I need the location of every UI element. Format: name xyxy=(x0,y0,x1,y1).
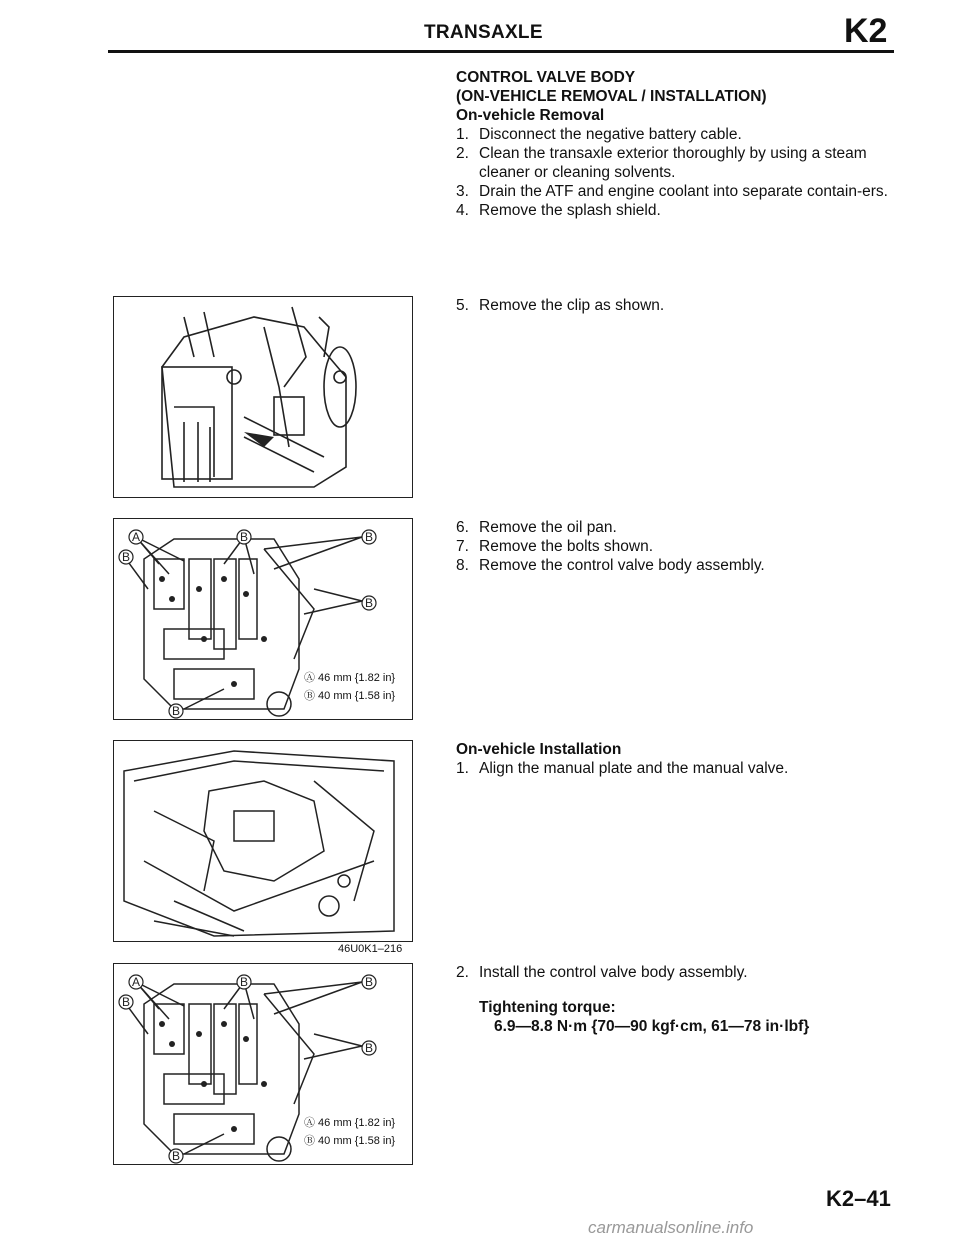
step-item xyxy=(456,125,906,144)
svg-text:B: B xyxy=(122,550,131,564)
step-item xyxy=(456,296,896,315)
svg-text:A: A xyxy=(132,530,141,544)
svg-text:B: B xyxy=(365,596,374,610)
step-number: 2. xyxy=(456,145,469,162)
figure-bolt-locations xyxy=(113,518,413,720)
step-number: 4. xyxy=(456,202,469,219)
step-5 xyxy=(456,296,896,315)
manual-plate-illustration xyxy=(114,741,412,941)
step-item xyxy=(456,963,906,982)
section-code: K2 xyxy=(844,12,888,50)
step-number: 1. xyxy=(456,126,469,143)
step-text: Drain the ATF and engine coolant into separate contain-ers. xyxy=(479,183,888,200)
torque-value: 6.9—8.8 N·m {70—90 kgf·cm, 61—78 in·lbf} xyxy=(494,1018,810,1035)
svg-text:B: B xyxy=(365,1041,374,1055)
procedure-title: CONTROL VALVE BODY xyxy=(456,69,636,86)
bolt-legend-a: Ⓐ 46 mm {1.82 in} xyxy=(304,672,396,684)
svg-text:B: B xyxy=(365,975,374,989)
torque-label: Tightening torque: xyxy=(479,999,616,1016)
figure-code: 46U0K1–216 xyxy=(338,943,403,955)
figure-manual-plate xyxy=(113,740,413,942)
section-title: TRANSAXLE xyxy=(424,22,543,43)
installation-subtitle: On-vehicle Installation xyxy=(456,741,622,758)
watermark: carmanualsonline.info xyxy=(588,1218,754,1237)
install-step-2 xyxy=(456,963,906,1036)
step-text: Clean the transaxle exterior thoroughly by using a steam cleaner or cleaning solvents. xyxy=(479,145,867,181)
bolt-legend-a: Ⓐ 46 mm {1.82 in} xyxy=(304,1117,396,1129)
intro-block xyxy=(456,68,906,220)
step-text: Remove the bolts shown. xyxy=(479,538,654,555)
step-text: Install the control valve body assembly. xyxy=(479,964,748,981)
step-item xyxy=(456,556,896,575)
step-number: 5. xyxy=(456,297,469,314)
step-text: Disconnect the negative battery cable. xyxy=(479,126,742,143)
header-rule xyxy=(108,50,894,53)
step-number: 8. xyxy=(456,557,469,574)
step-item xyxy=(456,759,896,778)
procedure-title-sub: (ON-VEHICLE REMOVAL / INSTALLATION) xyxy=(456,88,767,105)
step-item xyxy=(456,201,906,220)
transaxle-clip-illustration xyxy=(114,297,412,497)
step-text: Align the manual plate and the manual valve. xyxy=(479,760,789,777)
svg-text:B: B xyxy=(172,1149,181,1163)
step-number: 6. xyxy=(456,519,469,536)
step-number: 2. xyxy=(456,964,469,981)
removal-subtitle: On-vehicle Removal xyxy=(456,107,605,124)
figure-clip-removal xyxy=(113,296,413,498)
step-text: Remove the clip as shown. xyxy=(479,297,665,314)
step-text: Remove the splash shield. xyxy=(479,202,661,219)
step-item xyxy=(456,537,896,556)
step-number: 7. xyxy=(456,538,469,555)
svg-text:B: B xyxy=(122,995,131,1009)
step-number: 3. xyxy=(456,183,469,200)
step-text: Remove the control valve body assembly. xyxy=(479,557,765,574)
step-item xyxy=(456,518,896,537)
svg-text:B: B xyxy=(240,975,249,989)
bolt-legend-b: Ⓑ 40 mm {1.58 in} xyxy=(304,690,396,702)
step-number: 1. xyxy=(456,760,469,777)
page-number: K2–41 xyxy=(826,1186,891,1211)
step-item xyxy=(456,182,906,201)
step-item xyxy=(456,144,906,182)
svg-text:B: B xyxy=(240,530,249,544)
steps-6-8 xyxy=(456,518,896,575)
svg-text:A: A xyxy=(132,975,141,989)
svg-text:B: B xyxy=(365,530,374,544)
step-text: Remove the oil pan. xyxy=(479,519,617,536)
svg-text:B: B xyxy=(172,704,181,718)
bolt-legend-b: Ⓑ 40 mm {1.58 in} xyxy=(304,1135,396,1147)
installation-block xyxy=(456,740,896,778)
figure-bolt-install xyxy=(113,963,413,1165)
